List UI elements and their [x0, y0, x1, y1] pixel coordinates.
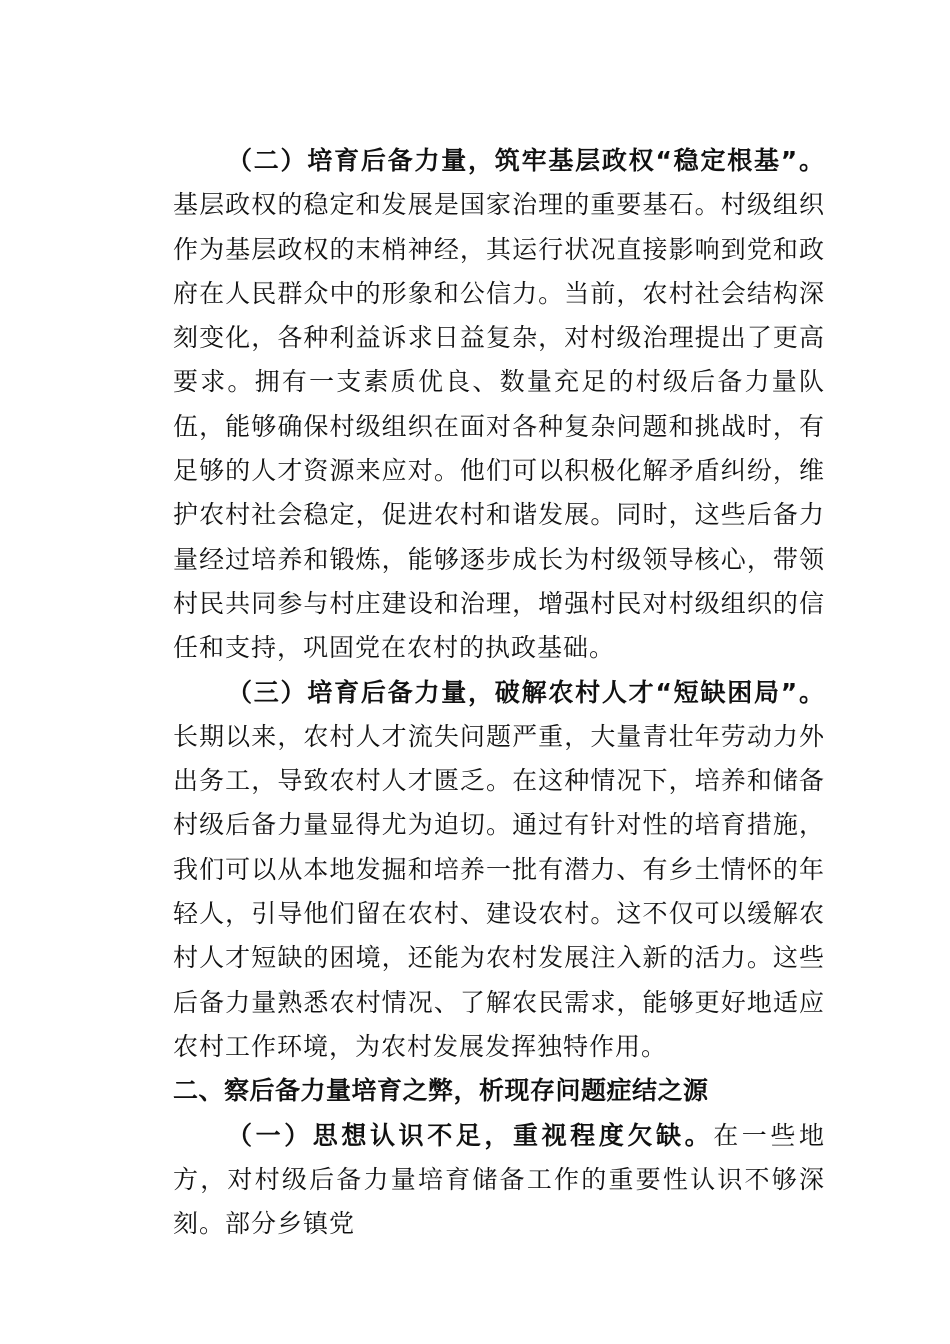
paragraph-text: 长期以来，农村人才流失问题严重，大量青壮年劳动力外出务工，导致农村人才匮乏。在这种情况下，培养和储备村级后备力量显得尤为迫切。通过有针对性的培育措施，我们可以从本地发掘和培养一批有潜力、有乡土情怀的年轻人，引导他们留在农村、建设农村。这不仅可以缓解农村人才短缺的困境，还能为农村发展注入新的活力。这些后备力量熟悉农村情况、了解农民需求，能够更好地适应农村工作环境，为农村发展发挥独特作用。 — [173, 721, 825, 1061]
paragraph-lead: （三）培育后备力量，破解农村人才“短缺困局”。 — [227, 677, 825, 707]
paragraph-talent-shortage — [173, 671, 825, 1070]
paragraph-lead: （一）思想认识不足，重视程度欠缺。 — [227, 1120, 714, 1150]
document-body — [173, 139, 825, 1246]
paragraph-text: 在一些地方，对村级后备力量培育储备工作的重要性认识不够深刻。部分乡镇党 — [173, 1120, 825, 1239]
paragraph-text: 基层政权的稳定和发展是国家治理的重要基石。村级组织作为基层政权的末梢神经，其运行状况直接影响到党和政府在人民群众中的形象和公信力。当前，农村社会结构深刻变化，各种利益诉求日益复杂，对村级治理提出了更高要求。拥有一支素质优良、数量充足的村级后备力量队伍，能够确保村级组织在面对各种复杂问题和挑战时，有足够的人才资源来应对。他们可以积极化解矛盾纠纷，维护农村社会稳定，促进农村和谐发展。同时，这些后备力量经过培养和锻炼，能够逐步成长为村级领导核心，带领村民共同参与村庄建设和治理，增强村民对村级组织的信任和支持，巩固党在农村的执政基础。 — [173, 190, 825, 663]
paragraph-stability-foundation — [173, 139, 825, 671]
section-heading: 二、察后备力量培育之弊，析现存问题症结之源 — [173, 1076, 709, 1106]
paragraph-lead: （二）培育后备力量，筑牢基层政权“稳定根基”。 — [227, 146, 825, 175]
paragraph-awareness — [173, 1114, 825, 1247]
